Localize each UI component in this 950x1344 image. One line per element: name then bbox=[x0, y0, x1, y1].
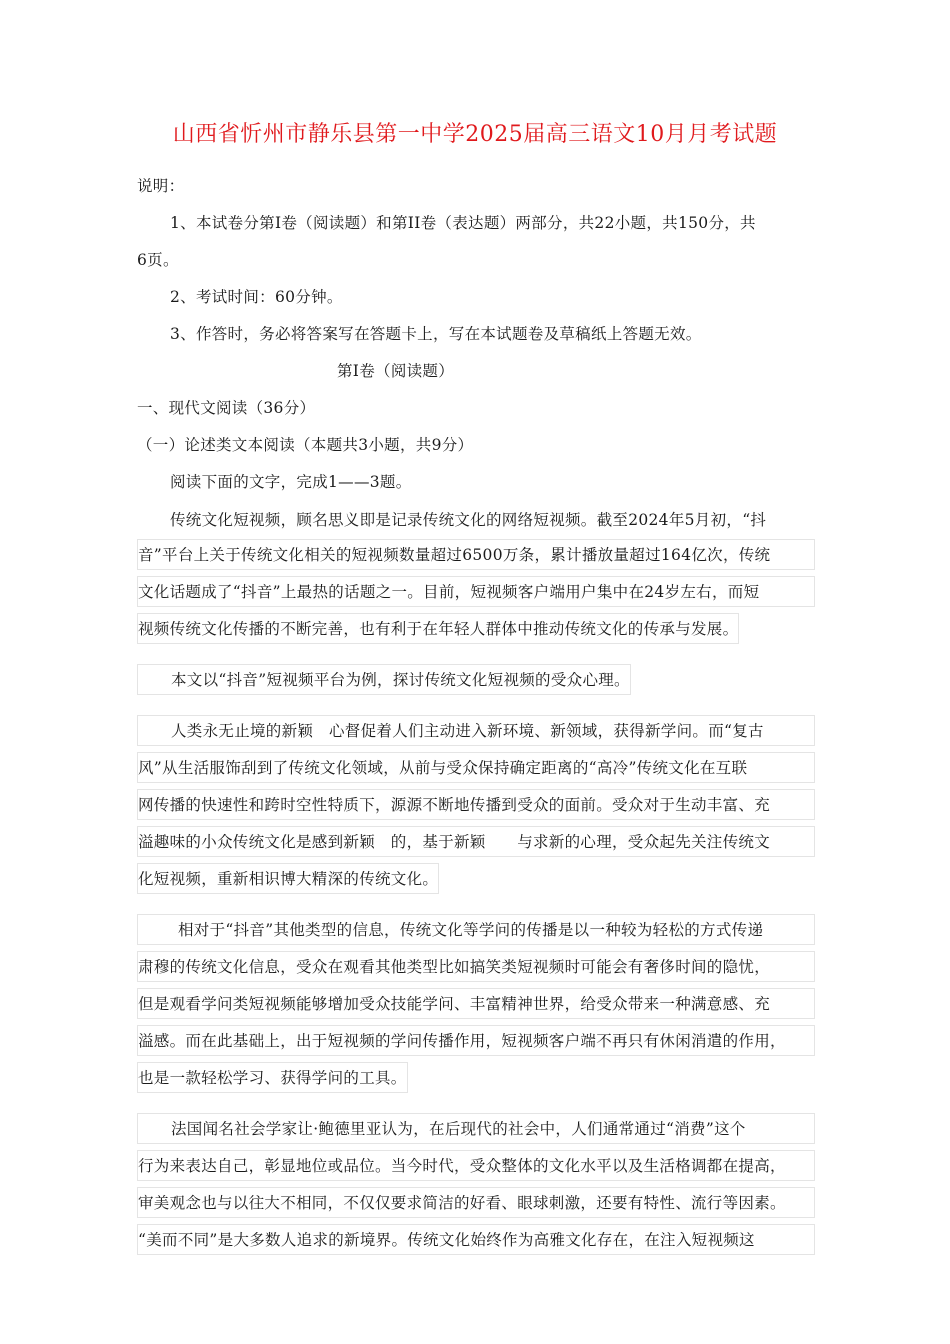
p1-line-1: 传统文化短视频，顾名思义即是记录传统文化的网络短视频。截至2024年5月初，“抖 bbox=[170, 511, 767, 529]
p3-line-4: 溢趣味的小众传统文化是感到新颖 的，基于新颖 与求新的心理，受众起先关注传统文 bbox=[137, 826, 815, 857]
volume-1-heading: 第Ⅰ卷（阅读题） bbox=[337, 362, 455, 380]
notes-label: 说明： bbox=[137, 177, 185, 195]
p4-line-5: 也是一款轻松学习、获得学问的工具。 bbox=[137, 1062, 408, 1093]
passage bbox=[137, 502, 815, 1261]
page-title: 山西省忻州市静乐县第一中学2025届高三语文10月月考试题 bbox=[172, 122, 778, 147]
p4-line-1: 相对于“抖音”其他类型的信息，传统文化等学问的传播是以一种较为轻松的方式传递 bbox=[137, 914, 815, 945]
note-2: 2、考试时间：60分钟。 bbox=[170, 288, 343, 306]
p5-line-4: “美而不同”是大多数人追求的新境界。传统文化始终作为高雅文化存在，在注入短视频这 bbox=[137, 1224, 815, 1255]
notes-block bbox=[137, 168, 815, 501]
p1-line-3: 文化话题成了“抖音”上最热的话题之一。目前，短视频客户端用户集中在24岁左右，而短 bbox=[137, 576, 815, 607]
note-3: 3、作答时，务必将答案写在答题卡上，写在本试题卷及草稿纸上答题无效。 bbox=[170, 325, 702, 343]
p4-line-2: 肃穆的传统文化信息，受众在观看其他类型比如搞笑类短视频时可能会有奢侈时间的隐忧， bbox=[137, 951, 815, 982]
p4-line-4: 溢感。而在此基础上，出于短视频的学问传播作用，短视频客户端不再只有休闲消遣的作用， bbox=[137, 1025, 815, 1056]
p3-line-5: 化短视频，重新相识博大精深的传统文化。 bbox=[137, 863, 439, 894]
note-1-line-2: 6页。 bbox=[137, 251, 179, 269]
note-1-line-1: 1、本试卷分第Ⅰ卷（阅读题）和第II卷（表达题）两部分，共22小题，共150分，共 bbox=[170, 214, 756, 232]
p1-line-2: 音”平台上关于传统文化相关的短视频数量超过6500万条，累计播放量超过164亿次，传统 bbox=[137, 539, 815, 570]
p3-line-3: 网传播的快速性和跨时空性特质下，源源不断地传播到受众的面前。受众对于生动丰富、充 bbox=[137, 789, 815, 820]
p5-line-2: 行为来表达自己，彰显地位或品位。当今时代，受众整体的文化水平以及生活格调都在提高， bbox=[137, 1150, 815, 1181]
p5-line-1: 法国闻名社会学家让·鲍德里亚认为，在后现代的社会中，人们通常通过“消费”这个 bbox=[137, 1113, 815, 1144]
section-1-heading: 一、现代文阅读（36分） bbox=[137, 399, 316, 417]
reading-instruction: 阅读下面的文字，完成1——3题。 bbox=[170, 473, 412, 491]
p3-line-1: 人类永无止境的新颖 心督促着人们主动进入新环境、新领域，获得新学问。而“复古 bbox=[137, 715, 815, 746]
p2-line-1: 本文以“抖音”短视频平台为例，探讨传统文化短视频的受众心理。 bbox=[137, 664, 631, 695]
p5-line-3: 审美观念也与以往大不相同，不仅仅要求简洁的好看、眼球刺激，还要有特性、流行等因素。 bbox=[137, 1187, 815, 1218]
subsection-1-heading: （一）论述类文本阅读（本题共3小题，共9分） bbox=[137, 436, 474, 454]
p3-line-2: 风”从生活服饰刮到了传统文化领域，从前与受众保持确定距离的“高冷”传统文化在互联 bbox=[137, 752, 815, 783]
p4-line-3: 但是观看学问类短视频能够增加受众技能学问、丰富精神世界，给受众带来一种满意感、充 bbox=[137, 988, 815, 1019]
p1-line-4: 视频传统文化传播的不断完善，也有利于在年轻人群体中推动传统文化的传承与发展。 bbox=[137, 613, 739, 644]
